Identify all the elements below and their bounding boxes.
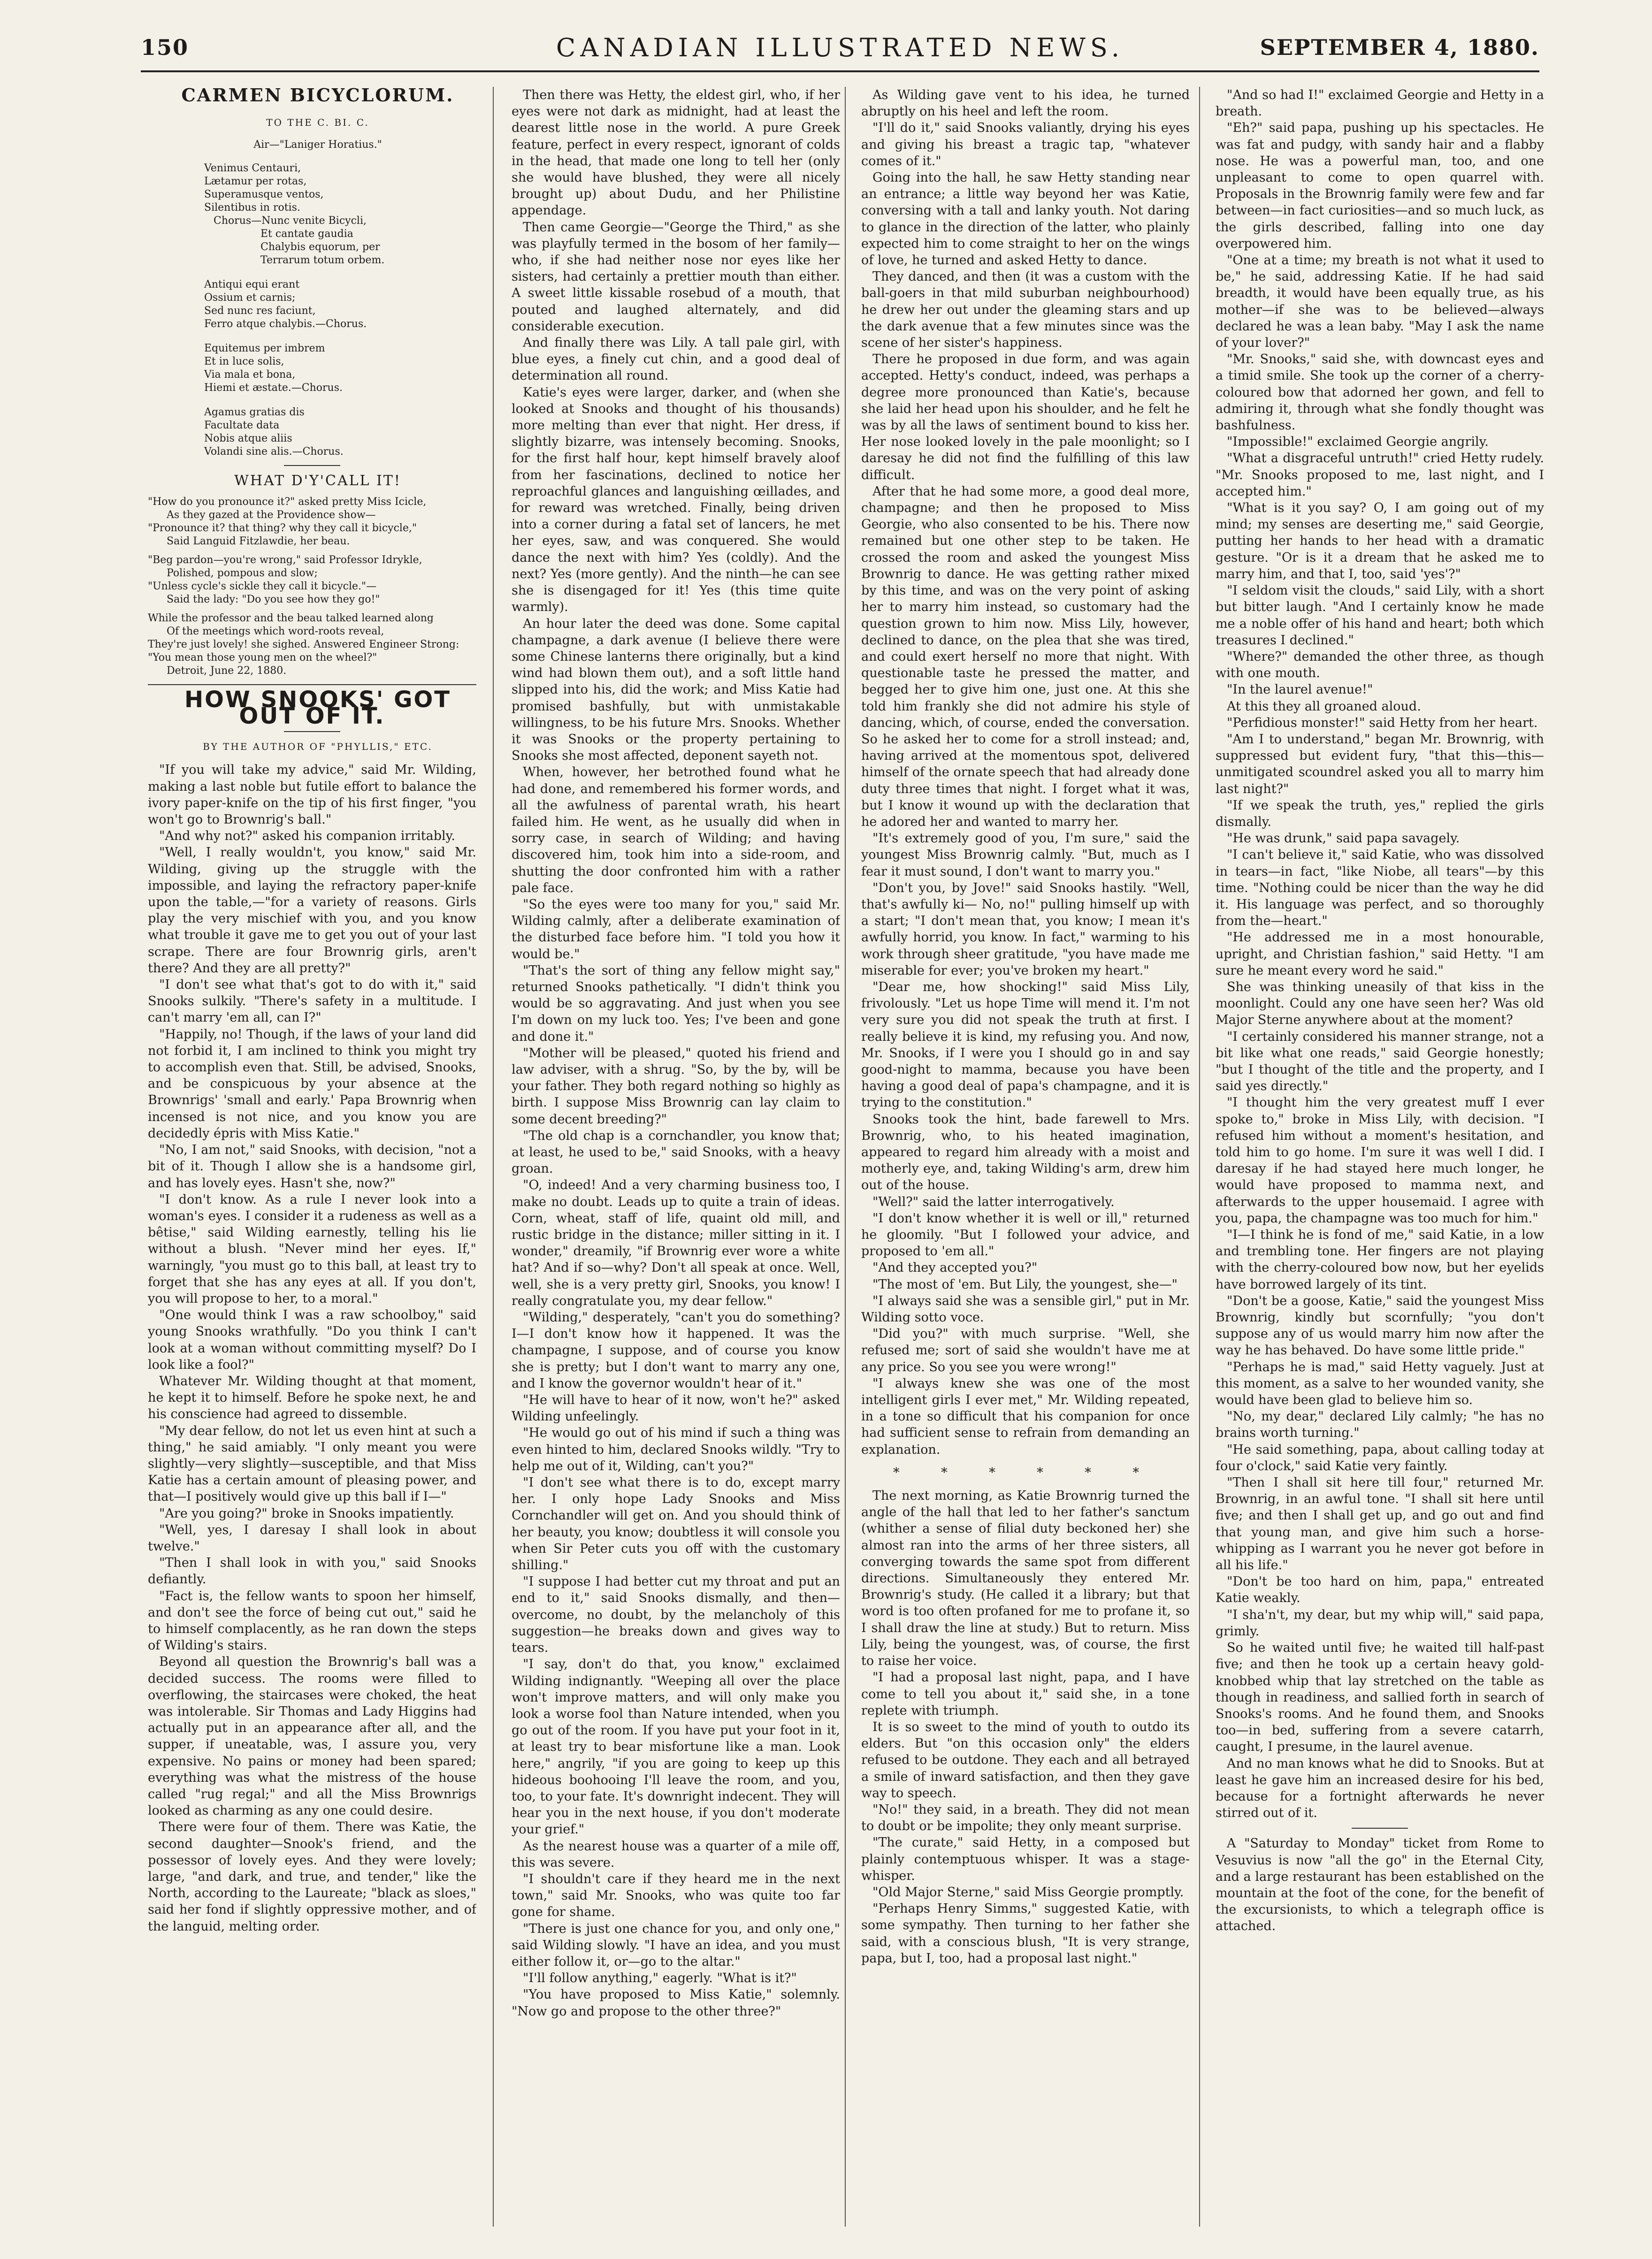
column-3	[861, 87, 1190, 2227]
section-break: * * * * * *	[893, 1465, 1158, 1480]
story-text-col4: "And so had I!" exclaimed Georgie and Hetty in a breath. "Eh?" said papa, pushing up his spectacles. He was fat and pudgy, with sandy hair and a flabby nose. He was a powerful man, too, and one unpleasant to come to open quarrel with. Proposals in the Brownrig family were few and far between—in fact curiosities—and so much luck, as the girls described, falling into one day overpowered him. "One at a time; my breath is not what it used to be," he said, addressing Katie. If he had said breadth, it would have been equally true, as his mother—if she was to be believed—always declared he was a lean baby. "May I ask the name of your lover?" "Mr. Snooks," said she, with downcast eyes and a timid smile. She took up the corner of a cherry-coloured bow that adorned her gown, and fell to admiring it, through what she fondly thought was bashfulness. "Impossible!" exclaimed Georgie angrily. "What a disgraceful untruth!" cried Hetty rudely. "Mr. Snooks proposed to me, last night, and I accepted him." "What is it you say? O, I am going out of my mind; my senses are deserting me," said Georgie, putting her hands to her head with a dramatic gesture. "Or is it a dream that he asked me to marry him, and that I, too, said 'yes'?" "I seldom visit the clouds," said Lily, with a short but bitter laugh. "And I certainly know he made me a noble offer of his hand and heart; both which treasures I declined." "Where?" demanded the other three, as though with one mouth. "In the laurel avenue!" At this they all groaned aloud. "Perfidious monster!" said Hetty from her heart. "Am I to understand," began Mr. Brownrig, with suppressed but evident fury, "that this—this—unmitigated scoundrel asked you all to marry him last night?" "If we speak the truth, yes," replied the girls dismally. "He was drunk," said papa savagely. "I can't believe it," said Katie, who was dissolved in tears—in fact, "like Niobe, all tears"—by this time. "Nothing could be nicer than the way he did it. His language was perfect, and so thoroughly from the—heart." "He addressed me in a most honourable, upright, and Christian fashion," said Hetty. "I am sure he meant every word he said." She was thinking uneasily of that kiss in the moonlight. Could any one have seen her? Was old Major Sterne anywhere about at the moment? "I certainly considered his manner strange, not a bit like what one reads," said Georgie honestly; "but I thought of the title and the property, and I said yes directly." "I thought him the very greatest muff I ever spoke to," broke in Miss Lily, with decision. "I refused him without a moment's hesitation, and told him to go home. I'm sure it was well I did. I daresay if he had stayed here much longer, he would have proposed to mamma next, and afterwards to the upper housemaid. I agree with you, papa, the champagne was too much for him." "I—I think he is fond of me," said Katie, in a low and trembling tone. Her fingers are not playing with the cherry-coloured bow now, but her eyelids have borrowed largely of its tint. "Don't be a goose, Katie," said the youngest Miss Brownrig, kindly but scornfully; "you don't suppose any of us would marry him now after the way he has behaved. Do have some little pride." "Perhaps he is mad," said Hetty vaguely. Just at this moment, as a salve to her wounded vanity, she would have been glad to believe him so. "No, my dear," declared Lily calmly; "he has no brains worth turning." "He said something, papa, about calling today at four o'clock," said Katie very faintly. "Then I shall sit here till four," returned Mr. Brownrig, in an awful tone. "I shall sit here until five; and then I shall get up, and go out and find that young man, and give him such a horse-whipping as I warrant you he never got before in all his life." "Don't be too hard on him, papa," entreated Katie weakly. "I sha'n't, my dear, but my whip will," said papa, grimly. So he waited until five; he waited till half-past five; and then he took up a certain heavy gold-knobbed whip that lay stretched on the table as though in readiness, and sallied forth in search of Snooks's rooms. And he found them, and Snooks too—in bed, suffering from a severe catarrh, caught, I presume, in the laurel avenue. And no man knows what he did to Snooks. But at least he gave him an increased desire for his bed, because for a fortnight afterwards he never stirred out of it.	[1216, 88, 1544, 1821]
poem2-lines: "How do you pronounce it?" asked pretty Miss Icicle, As they gazed at the Providence show— "Pronounce it? that thing? why they call it bicycle," Said Languid Fitzlawdie, her beau. "Beg pardon—you're wrong," said Professor Idrykle, Polished, pompous and slow; "Unless cycle's sickle they call it bicycle."— Said the lady: "Do you see how they go!" While the professor and the beau talked learned along Of the meetings which word-roots reveal, They're just lovely! she sighed. Answered Engineer Strong: "You mean those young men on the wheel?" Detroit, June 22, 1880.	[148, 496, 459, 677]
section-divider	[148, 684, 476, 685]
column-rule	[845, 87, 846, 2227]
story-text-col1: "If you will take my advice," said Mr. Wilding, making a last noble but futile effort to balance the ivory paper-knife on the tip of his first finger, "you won't go to Brownrig's ball." "And why not?" asked his companion irritably. "Well, I really wouldn't, you know," said Mr. Wilding, giving up the struggle with the impossible, and laying the refractory paper-knife upon the table,—"for a variety of reasons. Girls play the very mischief with you, and you know what trouble it gave me to get you out of your last scrape. There are four Brownrig girls, aren't there? And they are all pretty?" "I don't see what that's got to do with it," said Snooks sulkily. "There's safety in a multitude. I can't marry 'em all, can I?" "Happily, no! Though, if the laws of your land did not forbid it, I am inclined to think you might try to accomplish even that. Still, be advised, Snooks, and be conspicuous by your absence at the Brownrigs' 'small and early.' Papa Brownrig when incensed is not nice, and you know you are decidedly épris with Miss Katie." "No, I am not," said Snooks, with decision, "not a bit of it. Though I allow she is a handsome girl, and has lovely eyes. Hasn't she, now?" "I don't know. As a rule I never look into a woman's eyes. I consider it a rudeness as well as a bêtise," said Wilding earnestly, telling his lie without a blush. "Never mind her eyes. If," warningly, "you must go to this ball, at least try to forget that she has any eyes at all. If you don't, you will propose to her, to a moral." "One would think I was a raw schoolboy," said young Snooks wrathfully. "Do you think I can't look at a woman without committing myself? Do I look like a fool?" Whatever Mr. Wilding thought at that moment, he kept it to himself. Before he spoke next, he and his conscience had agreed to dissemble. "My dear fellow, do not let us even hint at such a thing," he said amiably. "I only meant you were slightly—very slightly—susceptible, and that Miss Katie has a certain amount of pleasing power, and that—I positively would give up this ball if I—" "Are you going?" broke in Snooks impatiently. "Well, yes, I daresay I shall look in about twelve." "Then I shall look in with you," said Snooks defiantly. "Fact is, the fellow wants to spoon her himself, and don't see the force of being cut out," said he to himself complacently, as he ran down the steps of Wilding's stairs. Beyond all question the Brownrig's ball was a decided success. The rooms were filled to overflowing, the staircases were choked, the heat was intolerable. Sir Thomas and Lady Higgins had actually put in an appearance after all, and the supper, if uneatable, was, I assure you, very expensive. No pains or money had been spared; everything was what the mistress of the house called "rug regal;" and all the Miss Brownrigs looked as charming as any one could desire. There were four of them. There was Katie, the second daughter—Snook's friend, and the possessor of lovely eyes. And they were lovely; large, "and dark, and true, and tender," like the North, according to the Laureate; "black as sloes," said her fond if slightly oppressive mother, and of the languid, melting order.	[148, 763, 476, 1934]
story-byline: BY THE AUTHOR OF "PHYLLIS," ETC.	[203, 741, 433, 753]
column-1	[148, 87, 476, 2227]
page-header	[141, 33, 1539, 72]
poem-stanza: Venimus Centauri, Lætamur per rotas, Superamusque ventos, Silentibus in rotis. Chorus—Nunc venite Bicycli, Et cantate gaudia Chalybis equorum, per Terrarum totum orbem.	[204, 162, 385, 266]
poem-air: Air—"Laniger Horatius."	[253, 139, 382, 151]
poem-stanza: Agamus gratias dis Facultate data Nobis atque aliis Volandi sine alis.—Chorus.	[204, 406, 344, 458]
story-text-col3-part2: The next morning, as Katie Brownrig turned the angle of the hall that led to her father's sanctum (whither a sense of filial duty beckoned her) she almost ran into the arms of her three sisters, all converging towards the same spot from different directions. Simultaneously they entered Mr. Brownrig's study. (He called it a library; but that word is too often profaned for me to profane it, so I shall draw the line at study.) But to return. Miss Lily, being the youngest, was, of course, the first to raise her voice. "I had a proposal last night, papa, and I have come to tell you about it," said she, in a tone replete with triumph. It is so sweet to the mind of youth to outdo its elders. But "on this occasion only" the elders refused to be outdone. They each and all betrayed a smile of inward satisfaction, and then they gave way to speech. "No!" they said, in a breath. They did not mean to doubt or be impolite; they only meant surprise. "The curate," said Hetty, in a composed but plainly contemptuous whisper. It was a stage-whisper. "Old Major Sterne," said Miss Georgie promptly. "Perhaps Henry Simms," suggested Katie, with some sympathy. Then turning to her father she said, with a conscious blush, "It is very strange, papa, but I, too, had a proposal last night."	[861, 1488, 1190, 1966]
column-4	[1216, 87, 1544, 2227]
issue-date: SEPTEMBER 4, 1880.	[1260, 35, 1539, 60]
poem-title: CARMEN BICYCLORUM.	[181, 87, 454, 106]
poem-dedication: TO THE C. BI. C.	[266, 117, 369, 129]
notice-paragraph: A "Saturday to Monday" ticket from Rome to Vesuvius is now "all the go" in the Eternal City, and a large restaurant has been established on the mountain at the foot of the cone, for the benefit of the excursionists, to which a telegraph office is attached.	[1216, 1836, 1544, 1934]
column-rule	[1199, 87, 1200, 2227]
section-divider	[284, 465, 340, 466]
page-number: 150	[141, 35, 189, 60]
poem-stanzas	[148, 162, 476, 458]
poem2-title: WHAT D'Y'CALL IT!	[234, 472, 401, 489]
story-text-col3: As Wilding gave vent to his idea, he turned abruptly on his heel and left the room. "I'll do it," said Snooks valiantly, drying his eyes and giving his breast a tragic tap, "whatever comes of it." Going into the hall, he saw Hetty standing near an entrance; a little way beyond her was Katie, conversing with a tall and lanky youth. Not daring to glance in the direction of the latter, who plainly expected him to come straight to her on the wings of love, he turned and asked Hetty to dance. They danced, and then (it was a custom with the ball-goers in that mild suburban neighbourhood) he drew her out under the gleaming stars and up the dark avenue that a few minutes since was the scene of her sister's happiness. There he proposed in due form, and was again accepted. Hetty's conduct, indeed, was perhaps a degree more pronounced than Katie's, because she laid her head upon his shoulder, and he felt he was by all the laws of sentiment bound to kiss her. Her nose looked lovely in the pale moonlight; so I daresay he did not find the fulfilling of this law difficult. After that he had some more, a good deal more, champagne; and then he proposed to Miss Georgie, who also consented to be his. There now remained but one other step to be taken. He crossed the room and asked the youngest Miss Brownrig to dance. He was getting rather mixed by this time, and was on the very point of asking her to marry him instead, so customary had the question grown to him now. Miss Lily, however, declined to dance, on the plea that she was tired, and could exert herself no more that night. With questionable taste he pressed the matter, and begged her to give him one, just one. At this she told him frankly she did not admire his style of dancing, which, of course, ended the conversation. So he asked her to come for a stroll instead; and, having arrived at the momentous spot, delivered himself of the ornate speech that had already done duty three times that night. I forget what it was, but I know it wound up with the declaration that he adored her and wanted to marry her. "It's extremely good of you, I'm sure," said the youngest Miss Brownrig calmly. "But, much as I fear it must sound, I don't want to marry you." "Don't you, by Jove!" said Snooks hastily. "Well, that's awfully ki— No, no!" pulling himself up with a start; "I don't mean that, you know; I mean it's awfully horrid, you know. In fact," warming to his work through sheer gratitude, "you have made me miserable for ever; you've broken my heart." "Dear me, how shocking!" said Miss Lily, frivolously. "Let us hope Time will mend it. I'm not very sure you did not speak the truth at first. I really believe it is kind, my refusing you. And now, Mr. Snooks, if I were you I should go in and say good-night to mamma, because you have been having a good deal of papa's champagne, and it is trying to the constitution." Snooks took the hint, bade farewell to Mrs. Brownrig, who, to his heated imagination, appeared to regard him already with a moist and motherly eye, and, taking Wilding's arm, drew him out of the house. "Well?" said the latter interrogatively. "I don't know whether it is well or ill," returned he gloomily. "But I followed your advice, and proposed to 'em all." "And they accepted you?" "The most of 'em. But Lily, the youngest, she—" "I always said she was a sensible girl," put in Mr. Wilding sotto voce. "Did you?" with much surprise. "Well, she refused me; sort of said she wouldn't have me at any price. So you see you were wrong!" "I always knew she was one of the most intelligent girls I ever met," Mr. Wilding repeated, in a tone so difficult that his companion for once had sufficient sense to refrain from demanding an explanation.	[861, 88, 1190, 1457]
column-rule	[493, 87, 494, 2227]
publication-title: CANADIAN ILLUSTRATED NEWS.	[556, 33, 1124, 62]
poem-stanza: Equitemus per imbrem Et in luce solis, Via mala et bona, Hiemi et æstate.—Chorus.	[204, 342, 343, 394]
section-divider	[1352, 1828, 1408, 1829]
story-text-col2: Then there was Hetty, the eldest girl, who, if her eyes were not dark as midnight, had at least the dearest little nose in the world. A pure Greek feature, perfect in every respect, ignorant of colds in the head, that made one long to tell her (only she would have blushed, they were all nicely brought up) about Dudu, and her Philistine appendage. Then came Georgie—"George the Third," as she was playfully termed in the bosom of her family—who, if she had neither nose nor eyes like her sisters, had certainly a prettier mouth than either. A sweet little kissable rosebud of a mouth, that pouted and laughed alternately, and did considerable execution. And finally there was Lily. A tall pale girl, with blue eyes, a finely cut chin, and a good deal of determination all round. Katie's eyes were larger, darker, and (when she looked at Snooks and thought of his thousands) more melting than ever that night. Her dress, if slightly bizarre, was intensely becoming. Snooks, for the first half hour, kept himself bravely aloof from her fascinations, declined to notice her reproachful glances and languishing œillades, and for reward was wretched. Finally, being driven into a corner during a fatal set of lancers, he met her eyes, saw, and was conquered. She would dance the next with him? Yes (coldly). And the next? Yes (more gently). And the ninth—he can see she is disengaged for it! Yes (this time quite warmly). An hour later the deed was done. Some capital champagne, a dark avenue (I believe there were some Chinese lanterns there originally, but a kind wind had blown them out), and a soft little hand slipped into his, did the work; and Miss Katie had promised bashfully, but with unmistakable willingness, to be his future Mrs. Snooks. Whether it was Snooks or the property pertaining to Snooks she most affected, deponent sayeth not. When, however, her betrothed found what he had done, and remembered his former words, and all the awfulness of parental wrath, his heart failed him. He went, as he usually did when in sorry case, in search of Wilding; and having discovered him, took him into a side-room, and shutting the door confronted him with a rather pale face. "So the eyes were too many for you," said Mr. Wilding calmly, after a deliberate examination of the disturbed face before him. "I told you how it would be." "That's the sort of thing any fellow might say," returned Snooks pathetically. "I didn't think you would be so aggravating. And just when you see I'm down on my luck too. Yes; I've been and gone and done it." "Mother will be pleased," quoted his friend and law adviser, with a shrug. "So, by the by, will be your father. They both regard nothing so highly as birth. I suppose Miss Brownrig can lay claim to some decent breeding?" "The old chap is a cornchandler, you know that; at least, he used to be," said Snooks, with a heavy groan. "O, indeed! And a very charming business too, I make no doubt. Leads up to quite a train of ideas. Corn, wheat, staff of life, quaint old mill, and rustic bridge in the distance; miller sitting in it. I wonder," dreamily, "if Brownrig ever wore a white hat? And if so—why? Don't all speak at once. Well, well, she is a very pretty girl, Snooks, you know! I really congratulate you, my dear fellow." "Wilding," desperately, "can't you do something? I—I don't know how it happened. It was the champagne, I suppose, and of course you know she is pretty; but I don't want to marry any one, and I know the governor wouldn't hear of it." "He will have to hear of it now, won't he?" asked Wilding unfeelingly. "He would go out of his mind if such a thing was even hinted to him, declared Snooks wildly. "Try to help me out of it, Wilding, can't you?" "I don't see what there is to do, except marry her. I only hope Lady Snooks and Miss Cornchandler will get on. And you should think of her beauty, you know; doubtless it will console you when Sir Peter cuts you off with the customary shilling." "I suppose I had better cut my throat and put an end to it," said Snooks dismally, and then—overcome, no doubt, by the melancholy of this suggestion—he breaks down and gives way to tears. "I say, don't do that, you know," exclaimed Wilding indignantly. "Weeping all over the place won't improve matters, and will only make you look a worse fool than Nature intended, when you go out of the room. If you have put your foot in it, at least try to bear misfortune like a man. Look here," angrily, "if you are going to keep up this hideous boohooing I'll leave the room, and you, too, to your fate. It's downright indecent. They will hear you in the next house, if you don't moderate your grief." As the nearest house was a quarter of a mile off, this was severe. "I shouldn't care if they heard me in the next town," said Mr. Snooks, who was quite too far gone for shame. "There is just one chance for you, and only one," said Wilding slowly. "I have an idea, and you must either follow it, or—go to the altar." "I'll follow anything," eagerly. "What is it?" "You have proposed to Miss Katie," solemnly. "Now go and propose to the other three?"	[512, 88, 840, 2019]
title-underline	[284, 731, 340, 732]
poem-stanza: Antiqui equi erant Ossium et carnis; Sed nunc res faciunt, Ferro atque chalybis.—Chorus.	[204, 278, 367, 330]
column-2	[512, 87, 840, 2227]
story-title: HOW SNOOKS' GOT OUT OF IT.	[184, 686, 451, 730]
